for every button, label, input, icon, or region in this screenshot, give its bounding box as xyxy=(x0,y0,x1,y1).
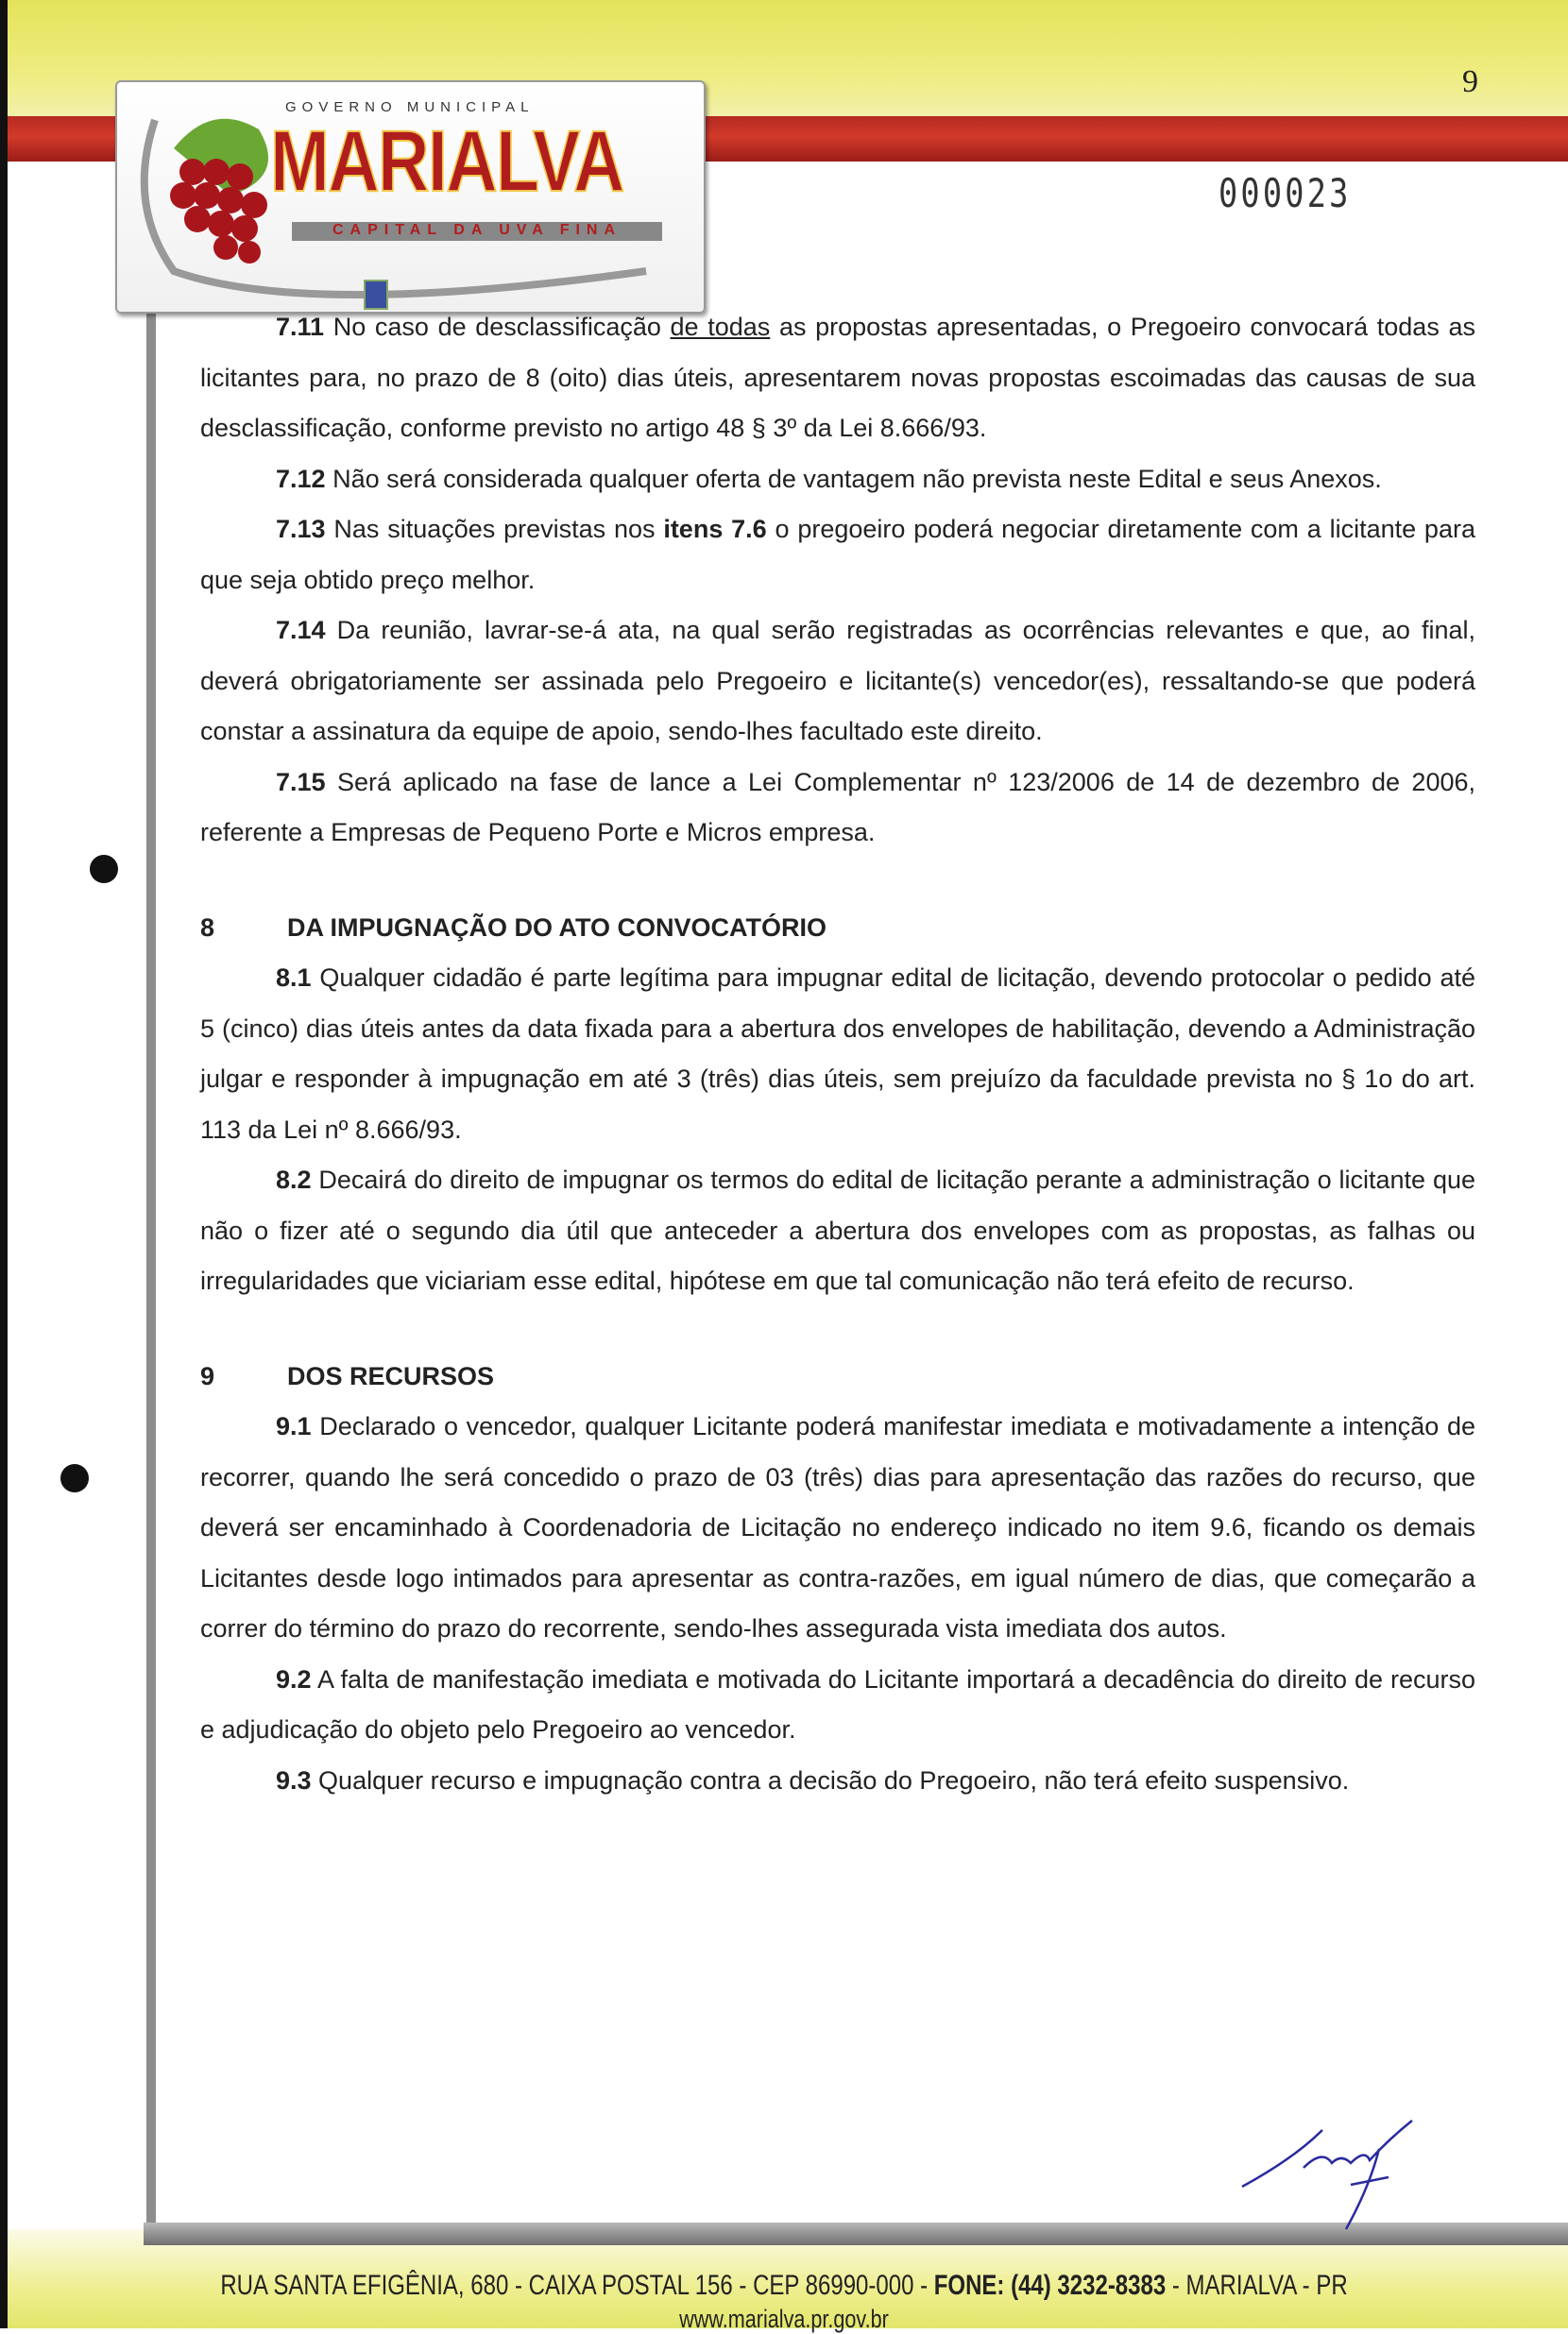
paragraph-7-15 xyxy=(200,758,1475,859)
handwritten-signature xyxy=(1237,2102,1426,2234)
section-number: 8 xyxy=(200,912,215,942)
logo-top-text: GOVERNO MUNICIPAL xyxy=(285,99,535,115)
paragraph-7-12 xyxy=(200,454,1475,505)
paragraph-text: Será aplicado na fase de lance a Lei Complementar nº 123/2006 de 14 de dezembro de 2006, referente a Empresas de Pequeno Porte e Micros empresa. xyxy=(200,767,1475,846)
paragraph-text: Da reunião, lavrar-se-á ata, na qual serão registradas as ocorrências relevantes e que, ao final, deverá obrigatoriamente ser assinada pelo Pregoeiro e licitante(s) vencedor(es), ressaltando-se que poderá constar a assinatura da equipe de apoio, sendo-lhes facultado este direito. xyxy=(200,616,1475,745)
paragraph-7-14 xyxy=(200,605,1475,758)
item-number: 7.11 xyxy=(276,313,325,341)
paragraph-text: Qualquer cidadão é parte legítima para impugnar edital de licitação, devendo protocolar o pedido até 5 (cinco) dias úteis antes da data fixada para a abertura dos envelopes de habilitação, devendo a Administração julgar e responder à impugnação em até 3 (três) dias úteis, sem prejuízo da faculdade prevista no § 1o do art. 113 da Lei nº 8.666/93. xyxy=(200,963,1475,1144)
paragraph-text: Declarado o vencedor, qualquer Licitante poderá manifestar imediata e motivadamente a intenção de recorrer, quando lhe será concedido o prazo de 03 (três) dias para apresentação das razões do recurso, que deverá ser encaminhado à Coordenadoria de Licitação no endereço indicado no item 9.6, ficando os demais Licitantes desde logo intimados para apresentar as contra-razões, em igual número de dias, que começarão a correr do término do prazo do recorrente, sendo-lhes assegurada vista imediata dos autos. xyxy=(200,1412,1475,1643)
paragraph-text: Qualquer recurso e impugnação contra a decisão do Pregoeiro, não terá efeito suspensivo. xyxy=(311,1765,1350,1795)
page-number: 9 xyxy=(1462,64,1478,99)
paragraph-7-13 xyxy=(200,504,1475,605)
paragraph-9-2 xyxy=(200,1655,1475,1756)
paragraph-text: Não será considerada qualquer oferta de vantagem não prevista neste Edital e seus Anexos. xyxy=(325,464,1382,493)
paragraph-text: A falta de manifestação imediata e motivada do Licitante importará a decadência do direito de recurso e adjudicação do objeto pelo Pregoeiro ao vencedor. xyxy=(200,1664,1475,1744)
paragraph-text: No caso de desclassificação xyxy=(324,313,671,341)
paragraph-9-3 xyxy=(200,1756,1475,1807)
document-body xyxy=(200,302,1475,1806)
section-title: DOS RECURSOS xyxy=(287,1361,495,1390)
paragraph-text: as propostas apresentadas, o Pregoeiro convocará todas as licitantes para, no prazo de 8 (oito) dias úteis, apresentarem novas propostas escoimadas das causas de sua desclassificação, conforme previsto no artigo 48 § 3º da Lei 8.666/93. xyxy=(200,313,1475,442)
item-number: 7.15 xyxy=(276,767,326,796)
paragraph-9-1 xyxy=(200,1402,1475,1655)
paragraph-text: Decairá do direito de impugnar os termos do edital de licitação perante a administração o licitante que não o fizer até o segundo dia útil que anteceder a abertura dos envelopes com as propostas, as falhas ou irregularidades que viciariam esse edital, hipótese em que tal comunicação não terá efeito de recurso. xyxy=(200,1166,1475,1295)
footer-phone: FONE: (44) 3232-8383 xyxy=(933,2270,1167,2301)
footer-address-text: RUA SANTA EFIGÊNIA, 680 - CAIXA POSTAL 156 - CEP 86990-000 - xyxy=(220,2270,934,2301)
item-number: 7.14 xyxy=(276,616,326,644)
item-number: 8.1 xyxy=(276,963,312,992)
logo-name: MARIALVA xyxy=(270,113,623,210)
footer-address xyxy=(157,2270,1411,2302)
item-number: 9.3 xyxy=(276,1765,312,1795)
section-title: DA IMPUGNAÇÃO DO ATO CONVOCATÓRIO xyxy=(287,912,827,942)
paragraph-8-2 xyxy=(200,1155,1475,1307)
scan-edge xyxy=(0,0,8,2328)
logo-tagline: CAPITAL DA UVA FINA xyxy=(292,222,662,241)
section-8-heading xyxy=(200,903,1475,954)
item-number: 9.2 xyxy=(276,1664,312,1694)
paragraph-text: Nas situações previstas nos xyxy=(325,515,664,543)
document-stamp-number: 000023 xyxy=(1219,170,1352,216)
section-number: 9 xyxy=(200,1361,215,1390)
paragraph-7-11 xyxy=(200,302,1475,454)
marialva-logo xyxy=(115,80,706,314)
punch-hole xyxy=(90,855,118,883)
item-number: 7.13 xyxy=(276,515,326,543)
footer-website[interactable]: www.marialva.pr.gov.br xyxy=(679,2305,889,2333)
paragraph-8-1 xyxy=(200,953,1475,1155)
bold-text: itens 7.6 xyxy=(663,515,767,543)
underlined-text: de todas xyxy=(670,313,771,341)
paragraph-text: o pregoeiro poderá negociar diretamente com a licitante para que seja obtido preço melhor. xyxy=(200,515,1475,594)
item-number: 7.12 xyxy=(276,464,326,493)
punch-hole xyxy=(60,1464,89,1492)
item-number: 8.2 xyxy=(276,1166,312,1194)
footer-city: - MARIALVA - PR xyxy=(1166,2270,1348,2301)
item-number: 9.1 xyxy=(276,1412,312,1440)
section-9-heading xyxy=(200,1352,1475,1403)
